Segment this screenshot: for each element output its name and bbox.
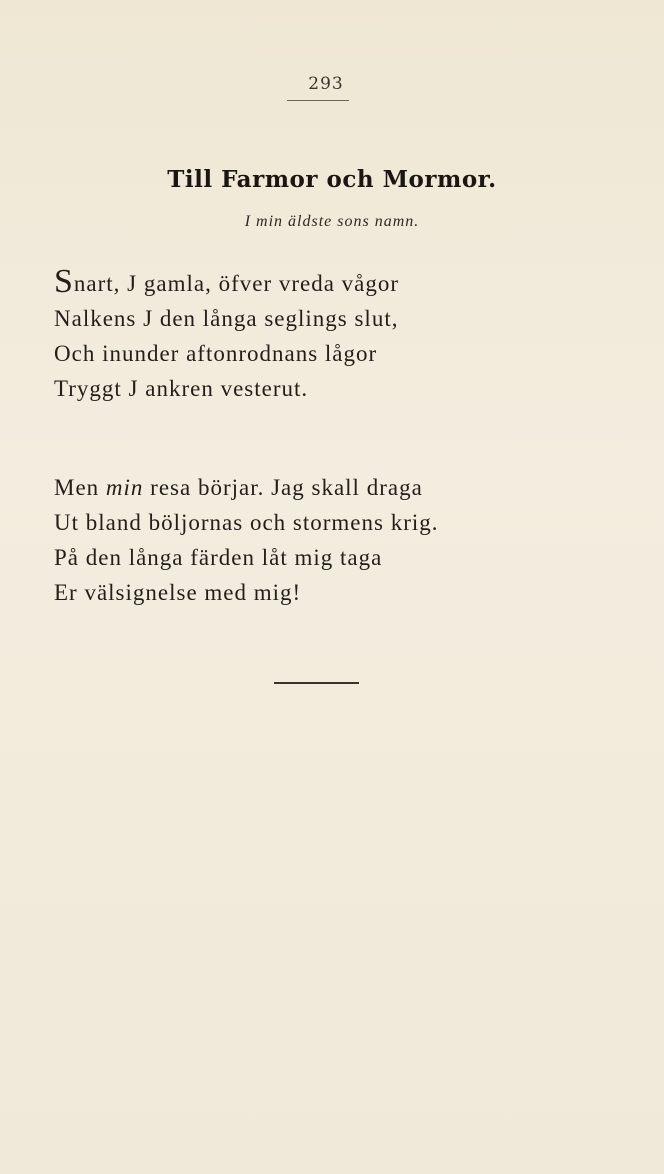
stanza-1-line-1-text: nart, J gamla, öfver vreda vågor xyxy=(73,271,400,296)
stanza-2-line-1 xyxy=(54,470,524,505)
stanza-2-line-4: Er välsignelse med mig! xyxy=(54,580,302,605)
stanza-2-line-1-start: Men xyxy=(54,475,106,500)
drop-cap-initial: S xyxy=(54,263,74,300)
stanza-1-line-1 xyxy=(54,263,524,301)
stanza-1-line-4: Tryggt J ankren vesterut. xyxy=(54,376,309,401)
stanza-1-line-3: Och inunder aftonrodnans lågor xyxy=(54,341,378,366)
page-number-rule xyxy=(287,100,349,101)
stanza-2 xyxy=(54,470,524,610)
end-rule xyxy=(274,682,359,684)
page-number: 293 xyxy=(308,74,344,94)
poem-subtitle: I min äldste sons namn. xyxy=(244,213,420,230)
stanza-1-line-2: Nalkens J den långa seglings slut, xyxy=(54,306,399,331)
stanza-2-line-2: Ut bland böljornas och stormens krig. xyxy=(54,510,439,535)
poem-title: Till Farmor och Mormor. xyxy=(167,166,497,193)
stanza-2-line-1-end: resa börjar. Jag skall draga xyxy=(143,475,423,500)
stanza-2-line-1-emphasis: min xyxy=(105,475,144,500)
stanza-2-line-3: På den långa färden låt mig taga xyxy=(54,545,383,570)
stanza-1 xyxy=(54,263,524,406)
